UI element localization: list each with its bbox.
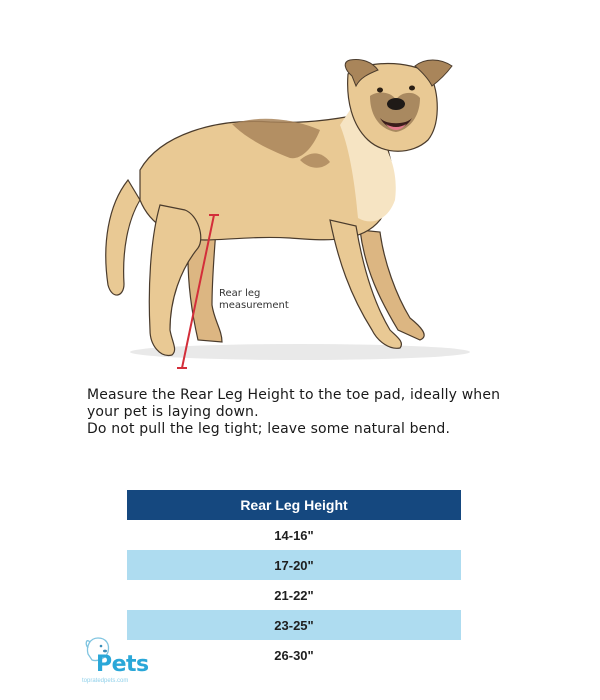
instruction-line-2: your pet is laying down. (87, 404, 259, 420)
table-row: 17-20" (127, 550, 461, 580)
logo-brand: Pets (96, 652, 149, 677)
measurement-instructions (87, 387, 557, 438)
table-row: 23-25" (127, 610, 461, 640)
instruction-line-3: Do not pull the leg tight; leave some natural bend. (87, 421, 451, 437)
table-row: 14-16" (274, 527, 314, 543)
table-row: 21-22" (274, 587, 314, 603)
callout-line-2: measurement (219, 300, 289, 311)
logo-tagline: topratedpets.com (82, 678, 129, 684)
pets-logo (80, 632, 160, 688)
rear-leg-measurement-label (219, 288, 319, 312)
rear-leg-height-table (127, 490, 461, 670)
table-row: 26-30" (274, 647, 314, 663)
table-header: Rear Leg Height (127, 490, 461, 520)
callout-line-1: Rear leg (219, 288, 261, 299)
instruction-line-1: Measure the Rear Leg Height to the toe pad, ideally when (87, 387, 501, 403)
